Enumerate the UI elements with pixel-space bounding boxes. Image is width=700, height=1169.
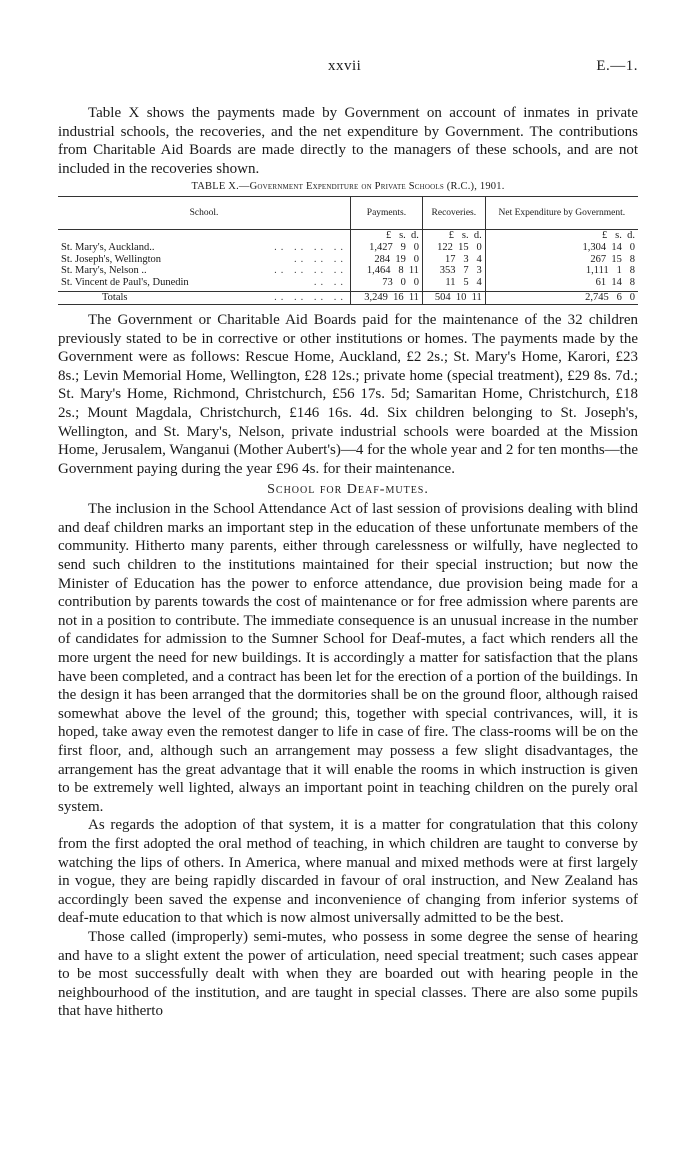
boards-paragraph: The Government or Charitable Aid Boards paid for the maintenance of the 32 children previously stated to be in corrective or other institutions or homes. The payments made by the Government were as follows: Rescue Home, Auckland, £2 2s.; St. Mary's Home, Karori, £23 8s.; Levin Memorial Home, Wellington, £28 12s.; private home (special treatment), £29 8s. 7d.; St. Mary's Home, Richmond, Christchurch, £56 17s. 5d; Samaritan Home, Christchurch, £18 2s.; Mount Magdala, Christchurch, £146 16s. 4d. Six children belonging to St. Joseph's, Wellington, and St. Mary's, Nelson, private industrial schools were boarded at the Mission Home, Jerusalem, Wanganui (Mother Aubert's)—4 for the whole year and 2 for ten months—the Government paying during the year £96 4s. for their maintenance. (58, 311, 638, 477)
page-number: xxvii (328, 58, 362, 74)
dot-leader: .. .. .. .. (274, 241, 347, 253)
table-row (58, 254, 638, 266)
dot-leader: .. .. .. .. (274, 292, 347, 304)
school-name: St. Joseph's, Wellington (61, 253, 162, 265)
table-caption-prefix: TABLE X.— (191, 181, 250, 193)
section-heading (58, 482, 638, 498)
payments-value: 73 0 0 (351, 277, 423, 292)
dot-leader: .. .. (313, 276, 347, 288)
table-row (58, 265, 638, 277)
dot-leader: .. .. .. (294, 253, 347, 265)
recoveries-value: 17 3 4 (422, 254, 485, 266)
document-page (58, 58, 638, 1021)
semi-mutes-paragraph: Those called (improperly) semi-mutes, who possess in some degree the sense of hearing and have to a slight extent the power of articulation, need special treatment; such cases appear to be most successfully dealt with when they are boarded out with hearing people in the neighbourhood of the institution, and are taught in special classes. There are also some pupils that have hitherto (58, 928, 638, 1020)
intro-paragraph: Table X shows the payments made by Government on account of inmates in private industrial schools, the recoveries, and the net expenditure by Government. The contributions from Charitable Aid Boards are made directly to the managers of these schools, and are not included in the recoveries shown. (58, 105, 638, 177)
recoveries-value: 122 15 0 (422, 242, 485, 254)
table-caption (58, 181, 638, 192)
header-payments: Payments. (351, 197, 423, 230)
school-name: St. Vincent de Paul's, Dunedin (61, 276, 189, 288)
oral-system-paragraph: As regards the adoption of that system, it is a matter for congratulation that this colony from the first adopted the oral method of teaching, in which children are taught to converse by watching the lips of others. In America, where manual and mixed methods were at first largely in vogue, they are being rapidly discarded in favour of oral instruction, and New Zealand has accordingly been saved the expense and inconvenience of changing from inferior systems of deaf-mute education to that which is now almost universally admitted to be the best. (58, 817, 638, 927)
units-recoveries: £ s. d. (422, 230, 485, 242)
total-payments: 3,249 16 11 (351, 292, 423, 305)
school-name: St. Mary's, Nelson .. (61, 265, 147, 277)
page-header (58, 58, 638, 80)
net-value: 61 14 8 (485, 277, 638, 292)
net-value: 1,304 14 0 (485, 242, 638, 254)
dot-leader: .. .. .. .. (274, 265, 347, 277)
header-net-expenditure: Net Expenditure by Government. (485, 197, 638, 230)
header-school: School. (58, 197, 351, 230)
table-row (58, 277, 638, 292)
totals-label: Totals (102, 292, 128, 304)
net-value: 1,111 1 8 (485, 265, 638, 277)
payments-value: 1,427 9 0 (351, 242, 423, 254)
table-row (58, 242, 638, 254)
recoveries-value: 353 7 3 (422, 265, 485, 277)
units-payments: £ s. d. (351, 230, 423, 242)
net-value: 267 15 8 (485, 254, 638, 266)
recoveries-value: 11 5 4 (422, 277, 485, 292)
table-header-row (58, 197, 638, 230)
table-caption-title: Government Expenditure on Private Schools (R.C.), 1901. (249, 181, 505, 193)
total-recoveries: 504 10 11 (422, 292, 485, 305)
expenditure-table (58, 196, 638, 305)
total-net: 2,745 6 0 (485, 292, 638, 305)
totals-row (58, 292, 638, 305)
school-name: St. Mary's, Auckland.. (61, 241, 155, 253)
units-row (58, 230, 638, 242)
document-reference: E.—1. (596, 58, 638, 74)
header-recoveries: Recoveries. (422, 197, 485, 230)
payments-value: 1,464 8 11 (351, 265, 423, 277)
units-net: £ s. d. (485, 230, 638, 242)
inclusion-paragraph: The inclusion in the School Attendance Act of last session of provisions dealing with blind and deaf children marks an important step in the education of these unfortunate members of the community. Hitherto many parents, either through carelessness or wilfully, have neglected to send such children to the institutions maintained for their special instruction; but now the Minister of Education has the power to enforce attendance, due provision being made for a contribution by parents towards the cost of maintenance or for free admission where parents are not in a position to contribute. The immediate consequence is an unusual increase in the number of candidates for admission to the Sumner School for Deaf-mutes, a fact which renders all the more urgent the need for new buildings. It is accordingly a matter for satisfaction that the plans have been completed, and a contract has been let for the erection of a portion of the buildings. In the design it has been arranged that the dormitories shall be on the ground floor, although raised somewhat above the level of the ground; this, together with special contrivances, will, it is hoped, take away even the remotest danger to life in case of fire. The class-rooms will be on the first floor, and, although such an arrangement may possess a few slight disadvantages, the arrangement has the great advantage that it will enable the rooms in which instruction is given to be extremely well lighted, always an important point in teaching children on the purely oral system. (58, 501, 638, 815)
section-heading-text: School for Deaf-mutes. (267, 482, 429, 498)
payments-value: 284 19 0 (351, 254, 423, 266)
